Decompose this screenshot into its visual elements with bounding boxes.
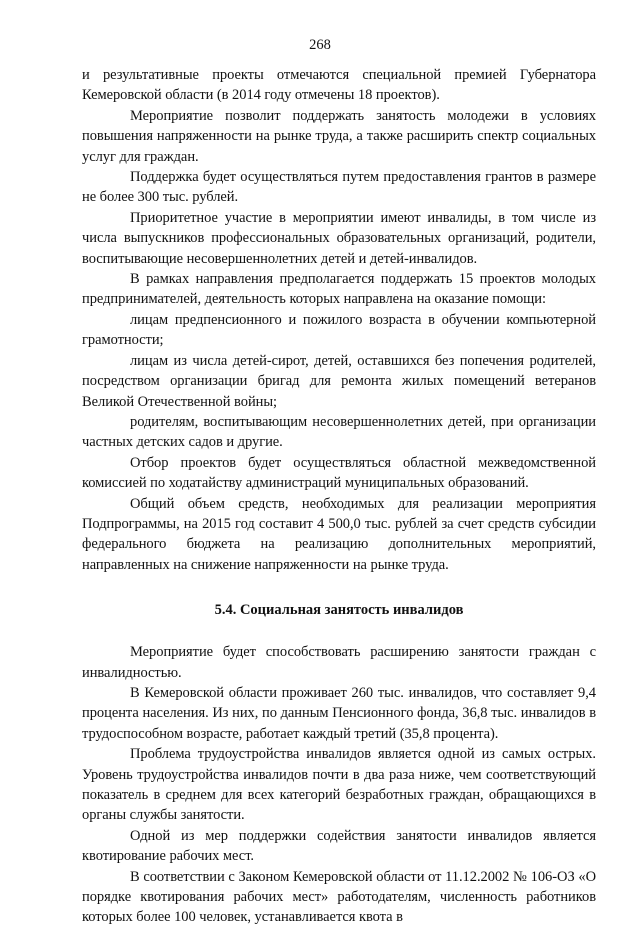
- paragraph: Общий объем средств, необходимых для реализации мероприятия Подпрограммы, на 2015 год составит 4 500,0 тыс. рублей за счет средств субсидии федерального бюджета на реализацию дополнительных мероприятий, направленных на снижение напряженности на рынке труда.: [82, 495, 596, 573]
- paragraph: Приоритетное участие в мероприятии имеют инвалиды, в том числе из числа выпускников профессиональных образовательных организаций, родители, воспитывающие несовершеннолетних детей и детей-инвалидов.: [82, 209, 596, 267]
- paragraph-continuation: и результативные проекты отмечаются специальной премией Губернатора Кемеровской области (в 2014 году отмечены 18 проектов).: [82, 67, 596, 104]
- list-item: родителям, воспитывающим несовершеннолетних детей, при организации частных детских садов и другие.: [82, 413, 596, 451]
- section-heading: 5.4. Социальная занятость инвалидов: [214, 602, 464, 619]
- paragraph: Мероприятие позволит поддержать занятость молодежи в условиях повышения напряженности на рынке труда, а также расширить спектр социальных услуг для граждан.: [82, 107, 596, 165]
- page-body: [82, 65, 596, 928]
- page-number: 268: [309, 37, 331, 53]
- paragraph: Поддержка будет осуществляться путем предоставления грантов в размере не более 300 тыс. рублей.: [82, 169, 596, 206]
- paragraph: Отбор проектов будет осуществляться областной межведомственной комиссией по ходатайству администраций муниципальных образований.: [82, 454, 596, 492]
- list-item: лицам предпенсионного и пожилого возраста в обучении компьютерной грамотности;: [82, 311, 596, 349]
- paragraph: В соответствии с Законом Кемеровской области от 11.12.2002 № 106-ОЗ «О порядке квотирования рабочих мест» работодателям, численность работников которых более 100 человек, устанавливается квота в: [82, 868, 596, 926]
- paragraph: Мероприятие будет способствовать расширению занятости граждан с инвалидностью.: [82, 644, 596, 681]
- paragraph: В рамках направления предполагается поддержать 15 проектов молодых предпринимателей, деятельность которых направлена на оказание помощи:: [82, 271, 596, 308]
- paragraph: Одной из мер поддержки содействия занятости инвалидов является квотирование рабочих мест.: [82, 827, 596, 865]
- list-item: лицам из числа детей-сирот, детей, оставшихся без попечения родителей, посредством организации бригад для ремонта жилых помещений ветеранов Великой Отечественной войны;: [82, 352, 596, 410]
- paragraph: В Кемеровской области проживает 260 тыс. инвалидов, что составляет 9,4 процента населения. Из них, по данным Пенсионного фонда, 36,8 тыс. инвалидов в трудоспособном возрасте, работает каждый третий (35,8 процента).: [82, 684, 596, 742]
- paragraph: Проблема трудоустройства инвалидов является одной из самых острых. Уровень трудоустройства инвалидов почти в два раза ниже, чем соответствующий показатель в среднем для всех категорий безработных граждан, обращающихся в органы службы занятости.: [82, 746, 596, 824]
